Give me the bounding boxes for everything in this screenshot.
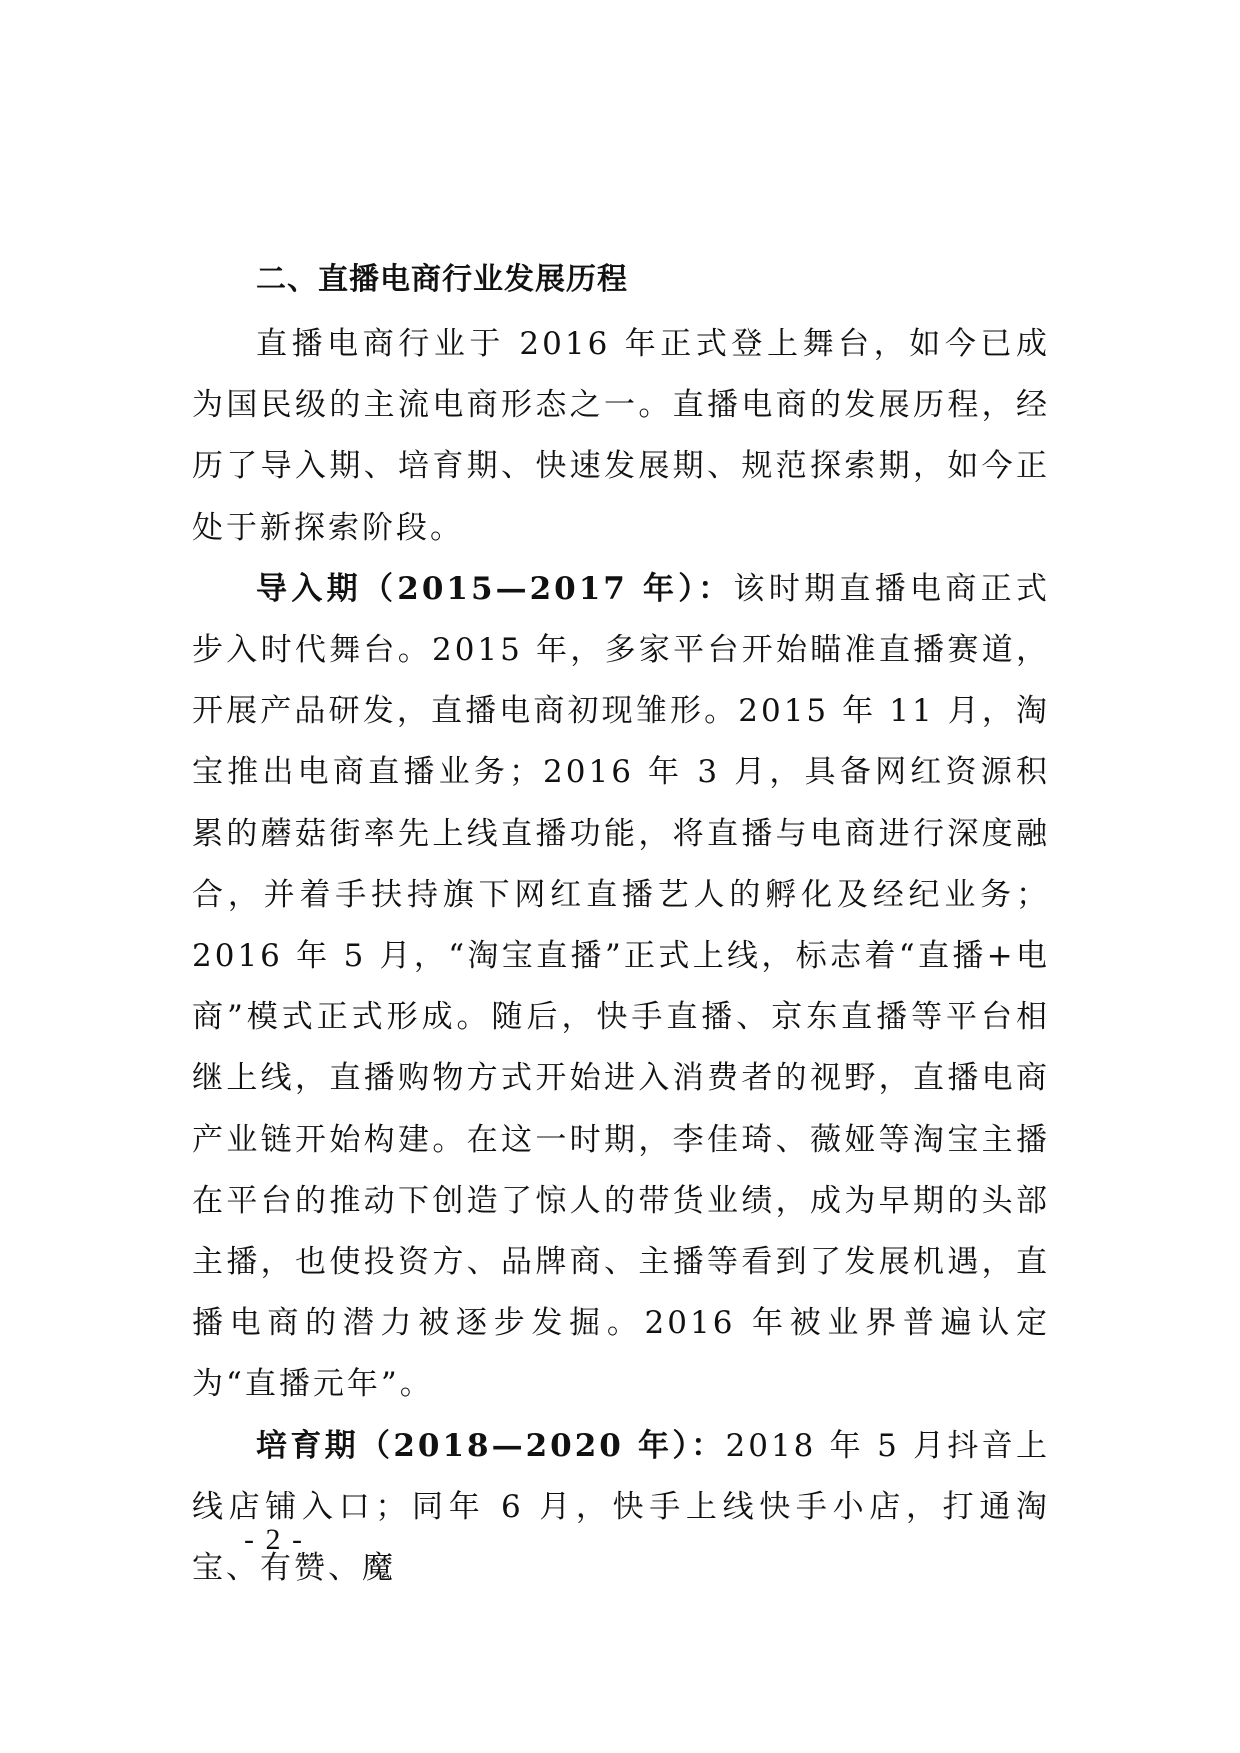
phase-cultivation-body: 2018 年 5 月抖音上线店铺入口；同年 6 月，快手上线快手小店，打通淘宝、有赞、魔 [192, 1427, 1050, 1587]
phase-cultivation-paragraph [192, 1416, 1050, 1600]
document-body [192, 250, 1050, 1599]
page-number: - 2 - [244, 1523, 304, 1556]
phase-introduction-body: 该时期直播电商正式步入时代舞台。2015 年，多家平台开始瞄准直播赛道，开展产品研发，直播电商初现雏形。2015 年 11 月，淘宝推出电商直播业务；2016 年 3 月，具备网红资源积累的蘑菇街率先上线直播功能，将直播与电商进行深度融合，并着手扶持旗下网红直播艺人的孵化及经纪业务；2016 年 5 月，“淘宝直播”正式上线，标志着“直播+电商”模式正式形成。随后，快手直播、京东直播等平台相继上线，直播购物方式开始进入消费者的视野，直播电商产业链开始构建。在这一时期，李佳琦、薇娅等淘宝主播在平台的推动下创造了惊人的带货业绩，成为早期的头部主播，也使投资方、品牌商、主播等看到了发展机遇，直播电商的潜力被逐步发掘。2016 年被业界普遍认定为“直播元年”。 [192, 570, 1050, 1403]
intro-paragraph: 直播电商行业于 2016 年正式登上舞台，如今已成为国民级的主流电商形态之一。直播电商的发展历程，经历了导入期、培育期、快速发展期、规范探索期，如今正处于新探索阶段。 [192, 326, 1050, 546]
phase-cultivation-lead: 培育期（2018—2020 年）： [256, 1427, 726, 1464]
phase-introduction-paragraph [192, 559, 1050, 1416]
section-heading: 二、直播电商行业发展历程 [256, 262, 628, 297]
phase-introduction-lead: 导入期（2015—2017 年）： [256, 570, 734, 607]
